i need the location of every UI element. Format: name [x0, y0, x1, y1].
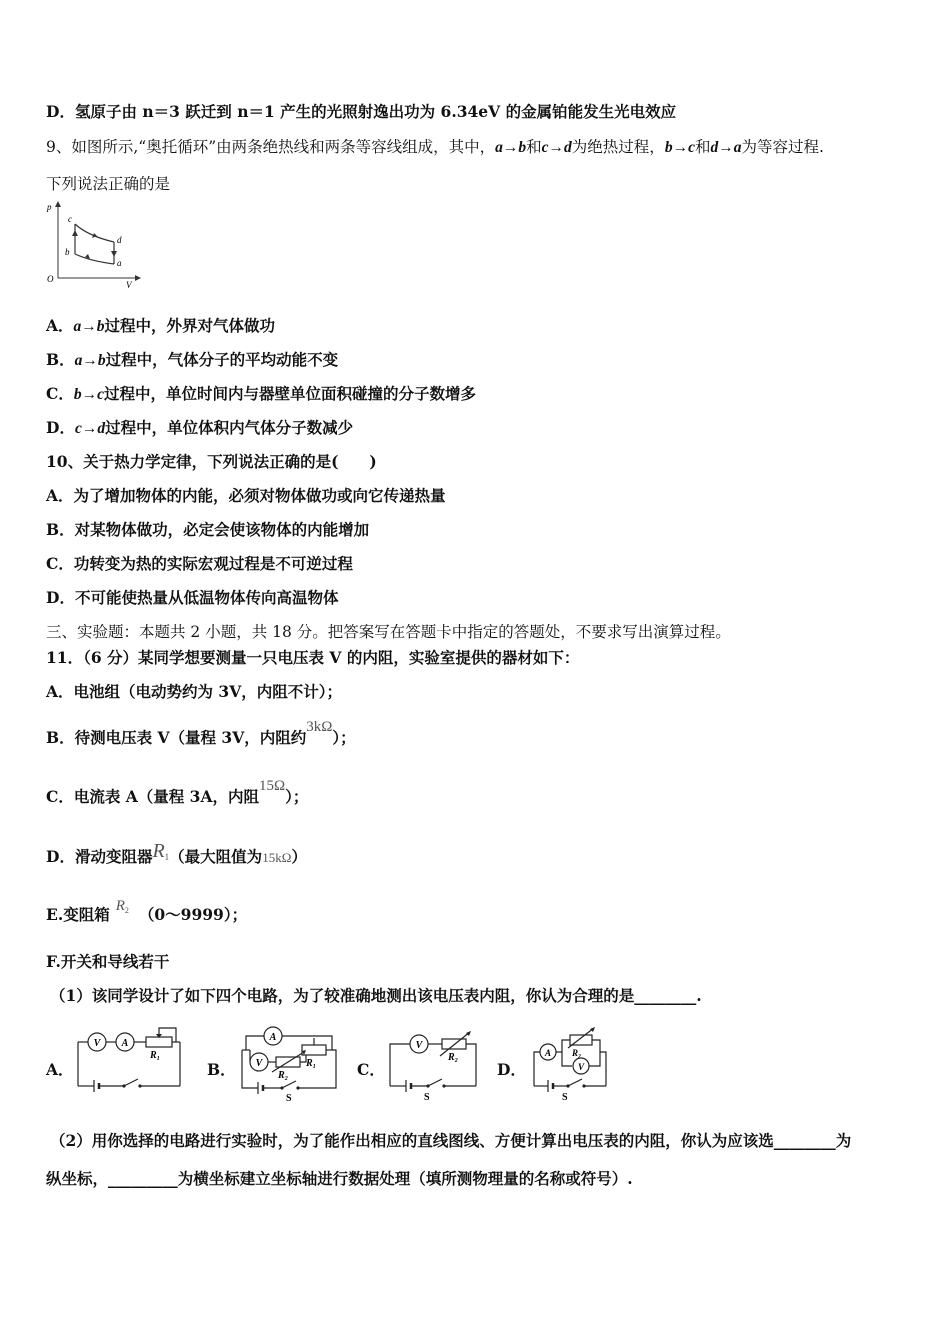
voltmeter-label: V: [93, 1038, 101, 1049]
q9-option-d: D．c→d过程中，单位体积内气体分子数减少: [46, 418, 354, 437]
q11-stem: 11．（6 分）某同学想要测量一只电压表 V 的内阻，实验室提供的器材如下：: [46, 648, 580, 667]
q10-option-d: D．不可能使热量从低温物体传向高温物体: [46, 588, 339, 607]
q9-option-a: A．a→b过程中，外界对气体做功: [46, 316, 276, 335]
circuit-a-diagram: [72, 1022, 187, 1100]
point-c: c: [68, 214, 72, 224]
r2-label: R₂: [278, 1070, 289, 1081]
voltmeter-label: V: [577, 1062, 585, 1072]
q10-option-c: C．功转变为热的实际宏观过程是不可逆过程: [46, 554, 353, 573]
switch-label: S: [562, 1092, 568, 1102]
ammeter-label: A: [269, 1032, 277, 1043]
voltmeter-label: V: [415, 1040, 423, 1051]
q11-item-a: A．电池组（电动势约为 3V，内阻不计）；: [46, 682, 342, 701]
point-d: d: [117, 235, 122, 245]
q11-item-c: C．电流表 A（量程 3A，内阻15Ω）；: [46, 778, 309, 806]
circuit-c-label: C．: [357, 1060, 385, 1079]
q11-item-b: B．待测电压表 V（量程 3V，内阻约3kΩ）；: [46, 719, 356, 747]
ammeter-label: A: [121, 1038, 129, 1049]
circuit-b-label: B．: [207, 1060, 236, 1079]
q11-item-f: F.开关和导线若干: [46, 952, 170, 971]
circuit-a-label: A．: [46, 1060, 74, 1079]
axis-v-label: V: [126, 280, 132, 290]
q11-part-2-line-1: （2）用你选择的电路进行实验时，为了能作出相应的直线图线、方便计算出电压表的内阻，你认为应该选________为: [50, 1131, 852, 1150]
q11-item-d: D．滑动变阻器R1（最大阻值为15kΩ）: [46, 840, 307, 866]
point-a: a: [117, 258, 122, 268]
q9-option-c: C．b→c过程中，单位时间内与器壁单位面积碰撞的分子数增多: [46, 384, 476, 403]
ammeter-label: A: [544, 1048, 552, 1058]
q11-item-e: E.变阻箱 $R^2$ （0～9999）；: [46, 898, 248, 924]
q11-part-1: （1）该同学设计了如下四个电路，为了较准确地测出该电压表内阻，你认为合理的是________.: [50, 986, 702, 1005]
q10-stem: 10、关于热力学定律，下列说法正确的是( ): [46, 452, 377, 471]
r1-label: R₁: [150, 1050, 161, 1061]
q9-option-b: B．a→b过程中，气体分子的平均动能不变: [46, 350, 339, 369]
voltmeter-label: V: [255, 1058, 263, 1069]
circuit-d-diagram: [528, 1022, 613, 1102]
r2-label: R₂: [572, 1048, 582, 1058]
q10-option-a: A．为了增加物体的内能，必须对物体做功或向它传递热量: [46, 486, 446, 505]
q11-part-2-line-2: 纵坐标，_________为横坐标建立坐标轴进行数据处理（填所测物理量的名称或符号）.: [46, 1169, 633, 1188]
origin-label: O: [47, 274, 54, 284]
section-3-heading: 三、实验题：本题共 2 小题，共 18 分。把答案写在答题卡中指定的答题处，不要求写出演算过程。: [46, 623, 731, 641]
q9-stem: 9、如图所示,“奥托循环”由两条绝热线和两条等容线组成，其中，a→b和c→d为绝热过程，b→c和d→a为等容过程.: [46, 138, 824, 156]
q10-option-b: B．对某物体做功，必定会使该物体的内能增加: [46, 520, 370, 539]
switch-label: S: [286, 1093, 292, 1102]
r1-label: R₁: [306, 1058, 317, 1069]
otto-cycle-graph: [44, 198, 144, 290]
axis-p-label: p: [47, 202, 52, 212]
q8-option-d: D．氢原子由 n＝3 跃迁到 n＝1 产生的光照射逸出功为 6.34eV 的金属铂能发生光电效应: [46, 102, 677, 121]
circuit-c-diagram: [384, 1028, 484, 1102]
q9-stem-2: 下列说法正确的是: [46, 175, 171, 193]
r2-label: R₂: [448, 1052, 459, 1063]
circuit-b-diagram: [236, 1022, 346, 1102]
switch-label: S: [424, 1092, 430, 1102]
circuit-d-label: D．: [497, 1060, 526, 1079]
point-b: b: [65, 247, 70, 257]
